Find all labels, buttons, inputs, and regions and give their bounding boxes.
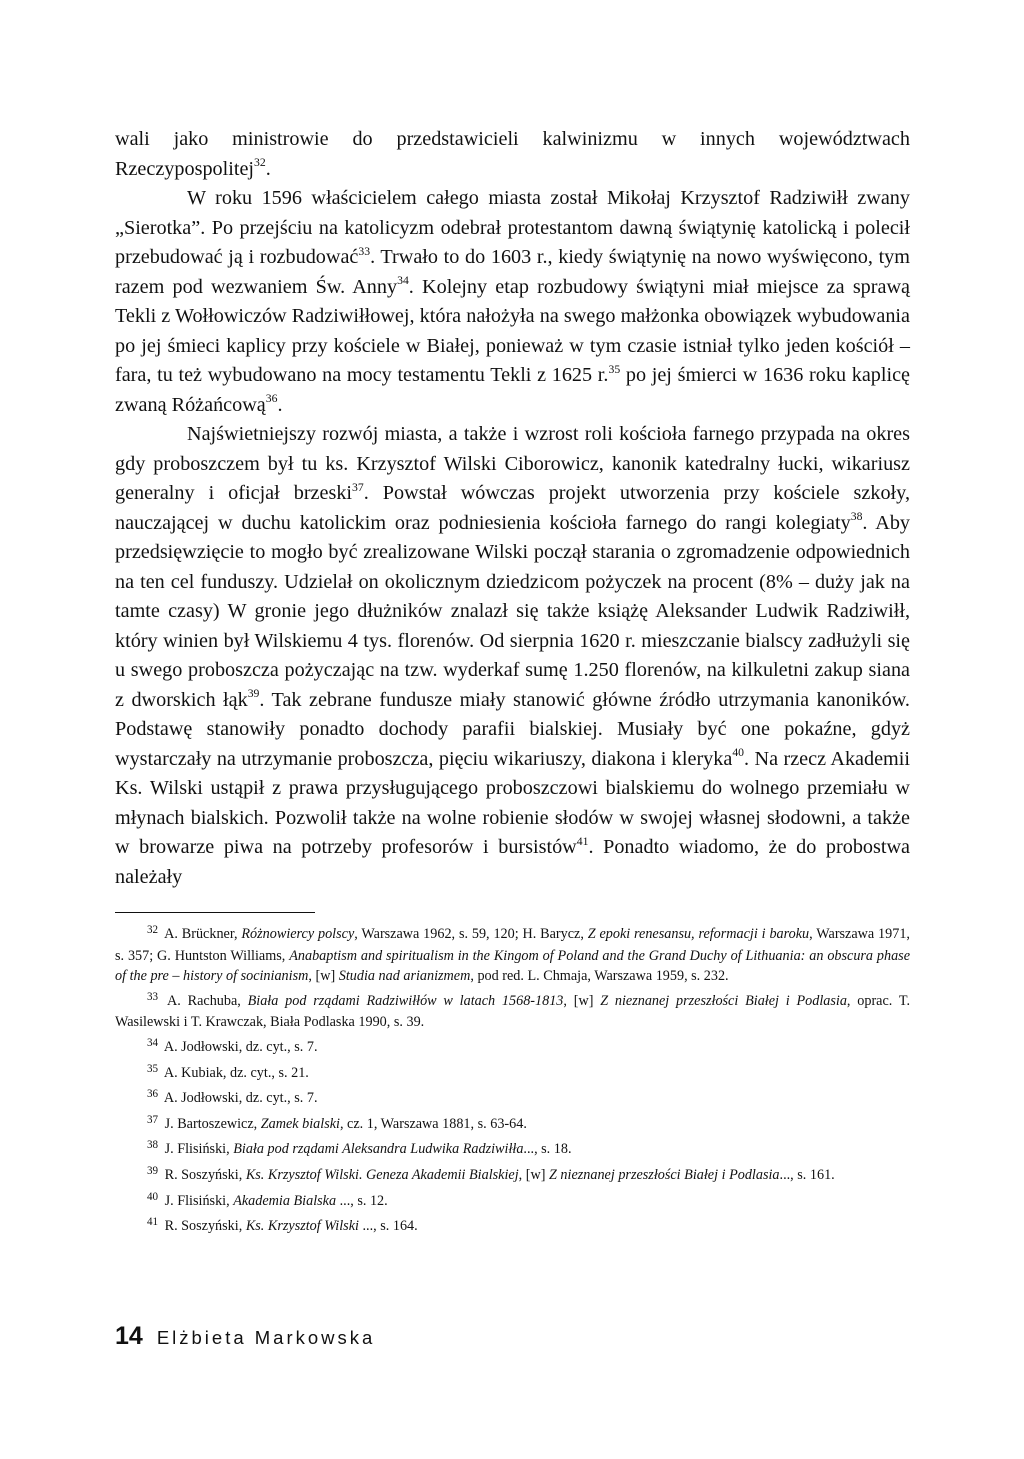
footnote-32: $^{32}$ A. Brückner, Różnowiercy polscy, Warszawa 1962, s. 59, 120; H. Barycz, Z epoki renesansu, reformacji i baroku, Warszawa 1971, s. 357; G. Huntston Williams, Anabaptism and spiritualism in the Kingom of Poland and the Grand Duchy of Lithuania: an obscura phase of the pre – history of socinianism, [w] Studia nad arianizmem, pod red. L. Chmaja, Warszawa 1959, s. 232. <box>115 924 911 985</box>
footnote-39: $^{39}$ R. Soszyński, Ks. Krzysztof Wilski. Geneza Akademii Bialskiej, [w] Z nieznanej przeszłości Białej i Podlasia..., s. 161. <box>147 1164 835 1183</box>
footnote-ref-35[interactable]: 35 <box>608 362 621 376</box>
footnote-divider <box>115 912 315 913</box>
page-number: 14 <box>115 1322 143 1350</box>
footnote-35: $^{35}$ A. Kubiak, dz. cyt., s. 21. <box>147 1062 309 1081</box>
footnote-33: $^{33}$ A. Rachuba, Biała pod rządami Radziwiłłów w latach 1568-1813, [w] Z nieznanej przeszłości Białej i Podlasia, oprac. T. Wasilewski i T. Krawczak, Biała Podlaska 1990, s. 39. <box>115 990 910 1031</box>
paragraph-3: Najświetniejszy rozwój miasta, a także i wzrost roli kościoła farnego przypada na okres gdy proboszczem był tu ks. Krzysztof Wilski Ciborowicz, kanonik katedralny łucki, wikariusz generalny i oficjał brzeski$^{37}$. Powstał wówczas projekt utworzenia przy kościele szkoły, nauczającej w duchu katolickim oraz podniesienia kościoła farnego do rangi kolegiaty$^{38}$. Aby przedsięwzięcie to mogło być zrealizowane Wilski począł starania o zgromadzenie odpowiednich na ten cel funduszy. Udzielał on okolicznym dziedzicom pożyczek na procent (8% – duży jak na tamte czasy) W gronie jego dłużników znalazł się także książę Aleksander Ludwik Radziwiłł, który winien był Wilskiemu 4 tys. florenów. Od sierpnia 1620 r. mieszczanie bialscy zadłużyli się u swego proboszcza pożyczając na tzw. wyderkaf sumę 1.250 florenów, na kilkuletni zakup siana z dworskich łąk$^{39}$. Tak zebrane fundusze miały stanowić główne źródło utrzymania kanoników. Podstawę stanowiły ponadto dochody parafii bialskiej. Musiały być one pokaźne, gdyż wystarczały na utrzymanie proboszcza, pięciu wikariuszy, diakona i kleryka$^{40}$. Na rzecz Akademii Ks. Wilski ustąpił z prawa przysługującego proboszczowi bialskiemu do wolnego przemiału w młynach bialskich. Pozwolił także na wolne robienie słodów w swojej własnej słodowni, a także w browarze piwa na potrzeby profesorów i bursistów$^{41}$. Ponadto wiadomo, że do probostwa należały <box>115 423 911 888</box>
page-footer <box>115 1322 375 1351</box>
footnote-ref-37[interactable]: 37 <box>352 480 364 494</box>
footnote-34: $^{34}$ A. Jodłowski, dz. cyt., s. 7. <box>147 1037 318 1055</box>
footnote-ref-39[interactable]: 39 <box>247 687 260 701</box>
footnote-ref-38[interactable]: 38 <box>850 510 863 524</box>
footnote-ref-33[interactable]: 33 <box>358 244 371 258</box>
footnote-ref-41[interactable]: 41 <box>576 834 589 848</box>
running-author: Elżbieta Markowska <box>156 1327 376 1348</box>
footnote-36: $^{36}$ A. Jodłowski, dz. cyt., s. 7. <box>147 1088 318 1107</box>
paragraph-1: wali jako ministrowie do przedstawicieli kalwinizmu w innych województwach Rzeczypospolitej$^{32}$. <box>115 128 910 180</box>
footnote-40: $^{40}$ J. Flisiński, Akademia Bialska ..., s. 12. <box>147 1190 388 1209</box>
footnote-ref-34[interactable]: 34 <box>397 274 409 288</box>
footnote-ref-36[interactable]: 36 <box>265 392 278 406</box>
footnote-41: $^{41}$ R. Soszyński, Ks. Krzysztof Wilski ..., s. 164. <box>147 1216 418 1235</box>
footnote-38: $^{38}$ J. Flisiński, Biała pod rządami Aleksandra Ludwika Radziwiłła..., s. 18. <box>147 1139 572 1158</box>
main-text <box>115 125 910 892</box>
footnote-37: $^{37}$ J. Bartoszewicz, Zamek bialski, cz. 1, Warszawa 1881, s. 63-64. <box>147 1113 527 1132</box>
footnote-ref-40[interactable]: 40 <box>732 746 745 760</box>
paragraph-2: W roku 1596 właścicielem całego miasta został Mikołaj Krzysztof Radziwiłł zwany „Sierotka”. Po przejściu na katolicyzm odebrał protestantom dawną świątynię katolicką i polecił przebudować ją i rozbudować$^{33}$. Trwało to do 1603 r., kiedy świątynię na nowo wyświęcono, tym razem pod wezwaniem Św. Anny$^{34}$. Kolejny etap rozbudowy świątyni miał miejsce za sprawą Tekli z Wołłowiczów Radziwiłłowej, która nałożyła na swego małżonka obowiązek wybudowania po jej śmieci kaplicy przy kościele w Białej, ponieważ w tym czasie istniał tylko jeden kościół – fara, tu też wybudowano na mocy testamentu Tekli z 1625 r.$^{35}$ po jej śmierci w 1636 roku kaplicę zwaną Różańcową$^{36}$. <box>115 187 911 416</box>
footnote-ref-32[interactable]: 32 <box>254 156 266 170</box>
footnotes <box>115 924 910 1242</box>
body-text <box>115 125 910 892</box>
